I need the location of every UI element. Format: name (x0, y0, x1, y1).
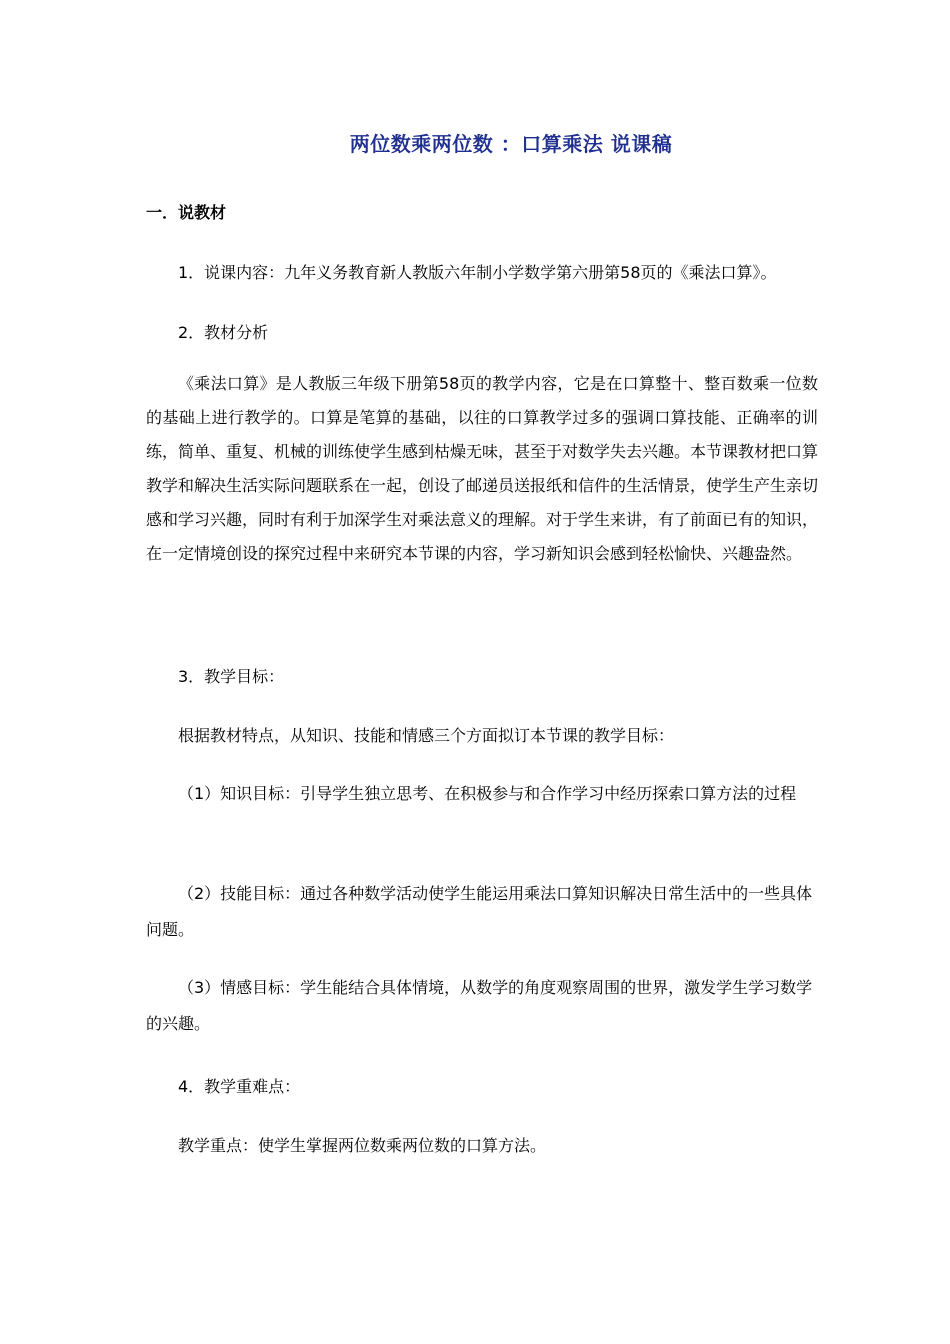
item-lesson-content: 1．说课内容：九年义务教育新人教版六年制小学数学第六册第58页的《乘法口算》。 (178, 263, 777, 282)
item-teaching-goals-heading: 3．教学目标： (178, 667, 285, 686)
teaching-goals-intro: 根据教材特点，从知识、技能和情感三个方面拟订本节课的教学目标： (178, 726, 675, 745)
goal-emotion: （3）情感目标：学生能结合具体情境，从数学的角度观察周围的世界，激发学生学习数学的兴趣。 (146, 978, 813, 1033)
section-heading-textbook: 一．说教材 (146, 203, 227, 222)
item-material-analysis-heading: 2．教材分析 (178, 323, 269, 342)
material-analysis-paragraph: 《乘法口算》是人教版三年级下册第58页的教学内容，它是在口算整十、整百数乘一位数的基础上进行教学的。口算是笔算的基础，以往的口算教学过多的强调口算技能、正确率的训练，简单、重复、机械的训练使学生感到枯燥无味，甚至于对数学失去兴趣。本节课教材把口算教学和解决生活实际问题联系在一起，创设了邮递员送报纸和信件的生活情景，使学生产生亲切感和学习兴趣，同时有利于加深学生对乘法意义的理解。对于学生来讲，有了前面已有的知识，在一定情境创设的探究过程中来研究本节课的内容，学习新知识会感到轻松愉快、兴趣盎然。 (146, 374, 819, 563)
key-point-text: 教学重点：使学生掌握两位数乘两位数的口算方法。 (178, 1136, 547, 1155)
goal-skill: （2）技能目标：通过各种数学活动使学生能运用乘法口算知识解决日常生活中的一些具体问题。 (146, 884, 813, 939)
document-title: 两位数乘两位数 ：口算乘法 说课稿 (349, 132, 673, 156)
goal-knowledge: （1）知识目标：引导学生独立思考、在积极参与和合作学习中经历探索口算方法的过程 (178, 784, 797, 803)
item-key-difficult-points-heading: 4．教学重难点： (178, 1077, 301, 1096)
